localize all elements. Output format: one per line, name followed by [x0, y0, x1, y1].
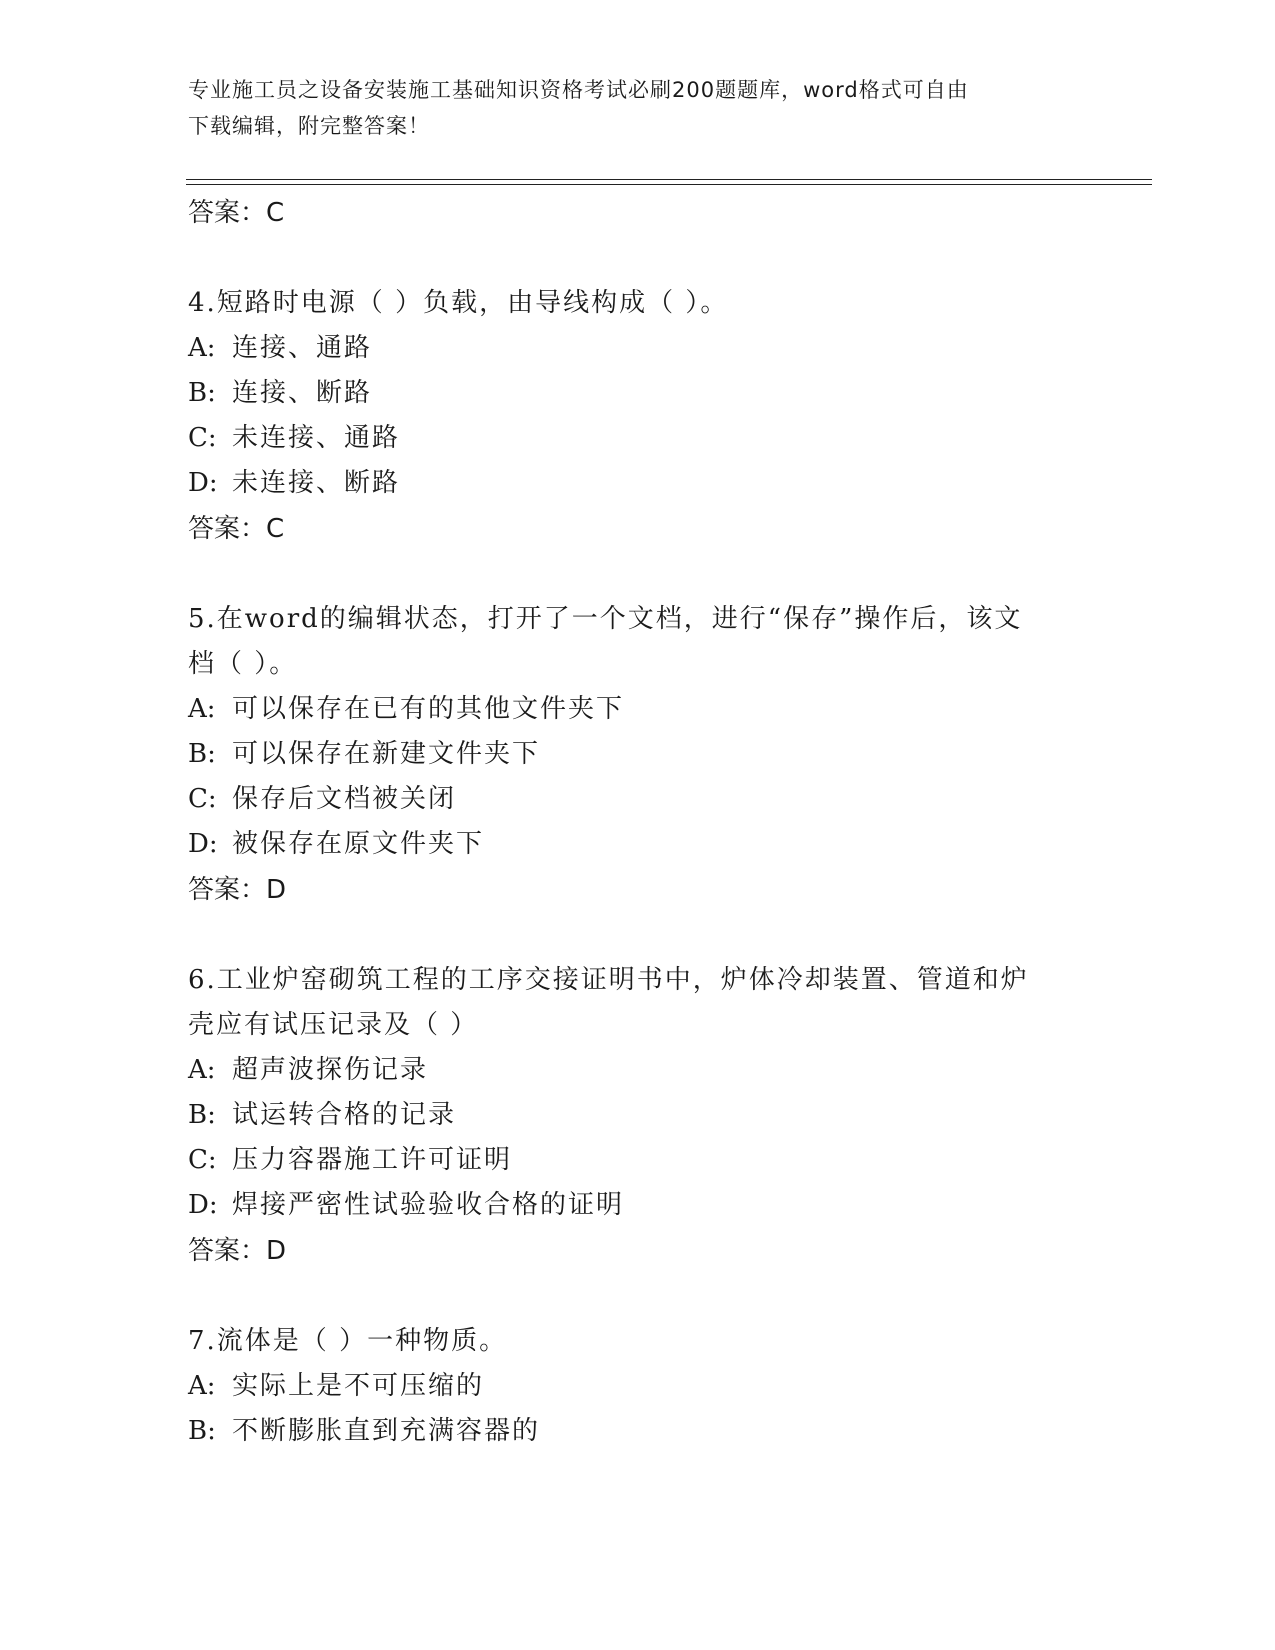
option-label: D: — [188, 829, 218, 859]
option-b — [188, 1093, 1088, 1138]
option-a — [188, 687, 1088, 732]
option-a — [188, 1364, 1088, 1409]
question-4 — [188, 281, 1088, 552]
option-d — [188, 461, 1088, 506]
option-text: 可以保存在已有的其他文件夹下 — [232, 694, 625, 724]
option-text: 不断膨胀直到充满容器的 — [232, 1416, 541, 1446]
option-label: A: — [188, 694, 216, 724]
option-text: 未连接、断路 — [232, 468, 401, 498]
option-text: 压力容器施工许可证明 — [232, 1145, 513, 1175]
option-text: 连接、断路 — [232, 378, 373, 408]
option-c — [188, 777, 1088, 822]
option-label: A: — [188, 333, 216, 363]
answer: 答案：D — [188, 1236, 287, 1266]
option-text: 被保存在原文件夹下 — [232, 829, 485, 859]
option-text: 焊接严密性试验验收合格的证明 — [232, 1190, 625, 1220]
option-label: D: — [188, 468, 218, 498]
option-text: 可以保存在新建文件夹下 — [232, 739, 541, 769]
option-label: B: — [188, 1416, 216, 1446]
question-stem: 4.短路时电源（ ）负载，由导线构成（ ）。 — [188, 288, 729, 318]
option-text: 保存后文档被关闭 — [232, 784, 457, 814]
option-label: D: — [188, 1190, 218, 1220]
option-text: 试运转合格的记录 — [232, 1100, 457, 1130]
option-c — [188, 1138, 1088, 1183]
header-line-1: 专业施工员之设备安装施工基础知识资格考试必刷200题题库，word格式可自由 — [188, 78, 969, 102]
previous-answer: 答案：C — [188, 198, 285, 228]
option-label: C: — [188, 423, 217, 453]
question-5 — [188, 597, 1088, 913]
option-label: C: — [188, 1145, 217, 1175]
option-text: 连接、通路 — [232, 333, 373, 363]
answer: 答案：C — [188, 514, 285, 544]
option-label: A: — [188, 1055, 216, 1085]
option-label: B: — [188, 378, 216, 408]
document-header — [188, 72, 1068, 144]
question-stem-continued: 档（ ）。 — [188, 649, 298, 679]
option-label: C: — [188, 784, 217, 814]
option-text: 未连接、通路 — [232, 423, 401, 453]
option-b — [188, 371, 1088, 416]
option-a — [188, 326, 1088, 371]
header-line-2: 下载编辑，附完整答案！ — [188, 114, 430, 138]
option-text: 超声波探伤记录 — [232, 1055, 429, 1085]
option-d — [188, 1183, 1088, 1228]
option-label: B: — [188, 739, 216, 769]
question-6 — [188, 958, 1088, 1274]
question-stem: 7.流体是（ ）一种物质。 — [188, 1326, 508, 1356]
option-b — [188, 1409, 1088, 1454]
question-stem: 6.工业炉窑砌筑工程的工序交接证明书中，炉体冷却装置、管道和炉 — [188, 965, 1029, 995]
header-rule-top — [186, 179, 1152, 180]
question-stem: 5.在word的编辑状态，打开了一个文档，进行“保存”操作后，该文 — [188, 604, 1023, 634]
option-c — [188, 416, 1088, 461]
document-body — [188, 190, 1088, 1454]
answer: 答案：D — [188, 875, 287, 905]
question-stem-continued: 壳应有试压记录及（ ） — [188, 1010, 479, 1040]
question-7 — [188, 1319, 1088, 1454]
option-b — [188, 732, 1088, 777]
option-label: A: — [188, 1371, 216, 1401]
option-text: 实际上是不可压缩的 — [232, 1371, 485, 1401]
option-label: B: — [188, 1100, 216, 1130]
header-rule-bottom — [186, 184, 1152, 185]
option-d — [188, 822, 1088, 867]
option-a — [188, 1048, 1088, 1093]
